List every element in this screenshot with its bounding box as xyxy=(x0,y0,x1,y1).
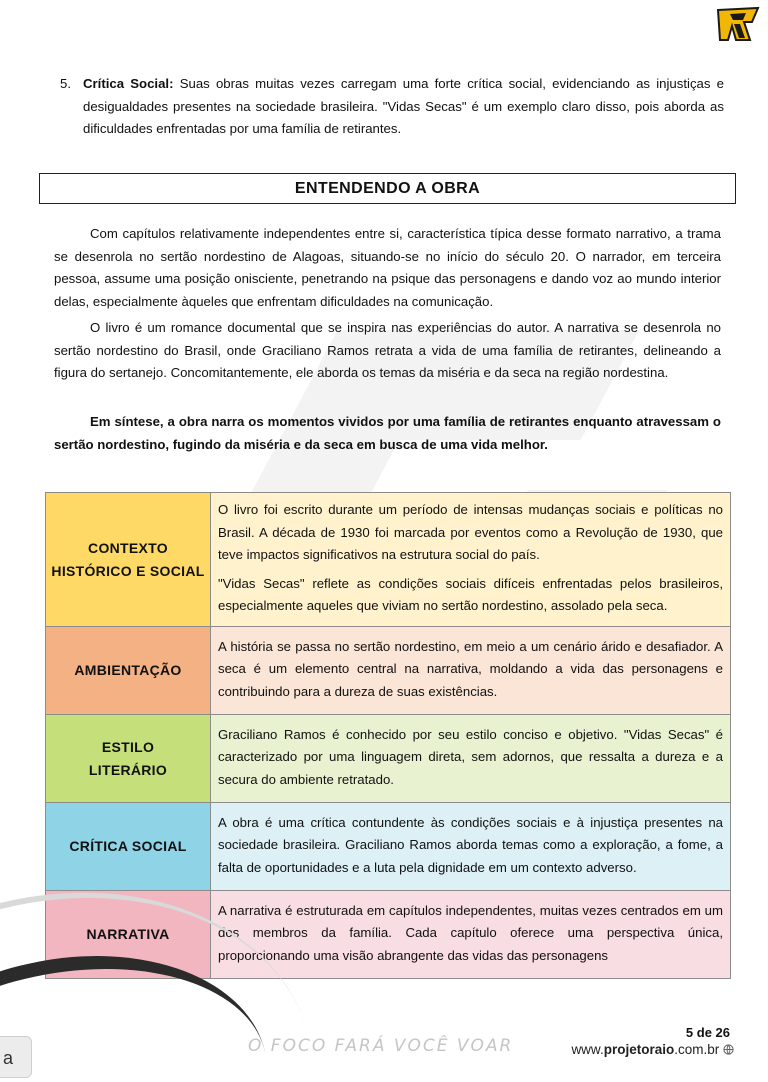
page-number: 5 de 26 xyxy=(685,1025,730,1040)
list-number: 5. xyxy=(60,76,71,91)
table-row-ambientacao xyxy=(46,627,731,715)
globe-icon xyxy=(723,1044,734,1055)
row-description: A narrativa é estruturada em capítulos independentes, muitas vezes centrados em um dos membros da família. Cada capítulo oferece uma perspectiva única, proporcionando uma visão abrangente das vidas das personagens xyxy=(211,891,731,979)
row-description: A história se passa no sertão nordestino, em meio a um cenário árido e desafiador. A seca é um elemento central na narrativa, moldando a vida das personagens e contribuindo para a dureza de suas existências. xyxy=(211,627,731,715)
paragraph-2: O livro é um romance documental que se inspira nas experiências do autor. A narrativa se desenrola no sertão nordestino do Brasil, onde Graciliano Ramos retrata a vida de uma família de retirantes, delineando a figura do sertanejo. Concomitantemente, ele aborda os temas da miséria e da seca na região nordestina. xyxy=(54,320,721,380)
row-label: NARRATIVA xyxy=(46,891,211,979)
paragraph-1: Com capítulos relativamente independentes entre si, característica típica desse formato narrativo, a trama se desenrola no sertão nordestino de Alagoas, situando-se no início do século 20. O narrador, em terceira pessoa, assume uma posição onisciente, penetrando na psique das personagens e dando voz ao mundo interior delas, especialmente àqueles que enfrentam dificuldades na comunicação. xyxy=(54,226,721,309)
row-description: Graciliano Ramos é conhecido por seu estilo conciso e objetivo. "Vidas Secas" é caracterizado por uma linguagem direta, sem adornos, que ressalta a dureza e a secura do ambiente retratado. xyxy=(211,715,731,803)
footer-slogan: O FOCO FARÁ VOCÊ VOAR xyxy=(248,1036,514,1056)
row-label: ESTILO LITERÁRIO xyxy=(46,715,211,803)
table-row-critica xyxy=(46,803,731,891)
corner-tab[interactable]: a xyxy=(0,1036,32,1078)
list-item-text: Suas obras muitas vezes carregam uma forte crítica social, evidenciando as injustiças e desigualdades presentes na sociedade brasileira. "Vidas Secas" é um exemplo claro disso, pois aborda as dificuldades enfrentadas por uma família de retirantes. xyxy=(83,76,725,136)
row-description: A obra é uma crítica contundente às condições sociais e à injustiça presentes na sociedade brasileira. Graciliano Ramos aborda temas como a exploração, a fome, a falta de oportunidades e a luta pela dignidade em um contexto adverso. xyxy=(211,803,731,891)
table-row-estilo xyxy=(46,715,731,803)
paragraph-summary: Em síntese, a obra narra os momentos vividos por uma família de retirantes enquanto atravessam o sertão nordestino, fugindo da miséria e da seca em busca de uma vida melhor. xyxy=(54,414,721,452)
table-row-contexto xyxy=(46,493,731,627)
list-item-critica-social xyxy=(60,73,724,141)
website-link[interactable]: www.projetoraio.com.br xyxy=(571,1042,734,1057)
raio-logo-icon xyxy=(716,6,760,42)
row-label: CONTEXTO HISTÓRICO E SOCIAL xyxy=(46,493,211,627)
row-label: AMBIENTAÇÃO xyxy=(46,627,211,715)
list-item-title: Crítica Social: xyxy=(83,76,174,91)
row-label: CRÍTICA SOCIAL xyxy=(46,803,211,891)
row-description: O livro foi escrito durante um período de intensas mudanças sociais e políticas no Brasil. A década de 1930 foi marcada por eventos como a Revolução de 1930, que teve impactos significativos na estrutura social do país. "Vidas Secas" reflete as condições sociais difíceis enfrentadas pelos brasileiros, especialmente aqueles que viviam no sertão nordestino, assolado pela seca. xyxy=(211,493,731,627)
section-heading: ENTENDENDO A OBRA xyxy=(39,173,736,204)
